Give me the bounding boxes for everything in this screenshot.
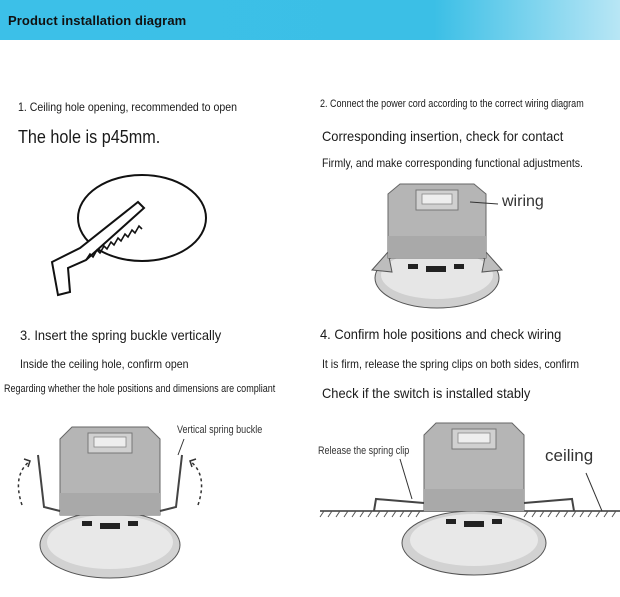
release-spring-clip-label: Release the spring clip [318, 445, 410, 457]
step4-line2: It is firm, release the spring clips on both sides, confirm [322, 357, 580, 371]
header-banner [0, 0, 620, 40]
step4-line3: Check if the switch is installed stably [322, 385, 531, 401]
step2-line1: 2. Connect the power cord according to the correct wiring diagram [320, 98, 584, 110]
banner-title: Product installation diagram [8, 13, 187, 28]
downlight-wiring-illustration [370, 180, 505, 315]
step3-line2: Inside the ceiling hole, confirm open [20, 357, 189, 371]
step1-line2: The hole is p45mm. [18, 127, 161, 147]
step3-line3: Regarding whether the hole positions and dimensions are compliant [4, 383, 276, 395]
step4-line1: 4. Confirm hole positions and check wiring [320, 326, 562, 342]
ceiling-installed-illustration [320, 415, 620, 585]
spring-buckle-illustration [8, 415, 213, 585]
vertical-spring-buckle-label: Vertical spring buckle [177, 424, 263, 436]
step2-line2: Corresponding insertion, check for contact [322, 128, 564, 144]
wiring-label: wiring [502, 193, 544, 210]
saw-hole-illustration [50, 170, 220, 300]
step3-line1: 3. Insert the spring buckle vertically [20, 327, 222, 343]
ceiling-label: ceiling [545, 446, 594, 465]
step1-line1: 1. Ceiling hole opening, recommended to open [18, 100, 237, 114]
step2-line3: Firmly, and make corresponding functional adjustments. [322, 156, 584, 170]
